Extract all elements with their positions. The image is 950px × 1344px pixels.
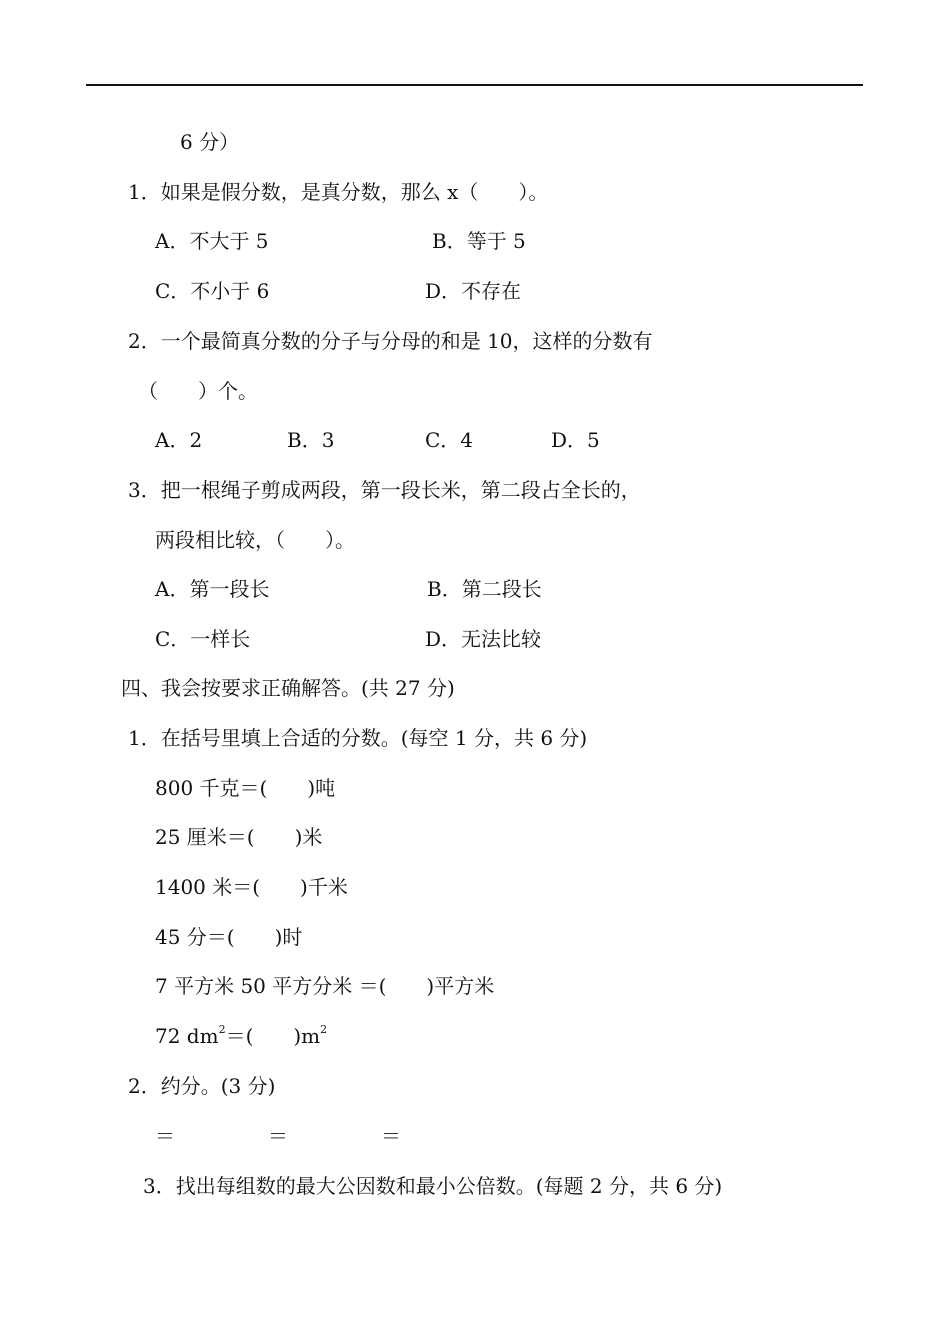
q3-option-b: B．第二段长: [427, 577, 542, 601]
section4-p3-stem: 3．找出每组数的最大公因数和最小公倍数。(每题 2 分，共 6 分): [143, 1174, 723, 1198]
area-prefix: 72 dm: [155, 1024, 219, 1048]
q2-option-c: C．4: [425, 428, 474, 452]
equals-sign: ＝: [268, 1124, 288, 1148]
q1-option-d: D．不存在: [425, 279, 522, 303]
conversion-item: 25 厘米＝( )米: [155, 825, 323, 849]
continuation-text: 6 分）: [180, 130, 240, 154]
conversion-item: 1400 米＝( )千米: [155, 875, 348, 899]
q1-option-b: B．等于 5: [432, 229, 526, 253]
superscript-2: 2: [218, 1023, 226, 1037]
q3-option-a: A．第一段长: [155, 577, 270, 601]
equals-sign: ＝: [155, 1124, 175, 1148]
section4-p2-stem: 2．约分。(3 分): [128, 1074, 276, 1098]
q3-stem-continued: 两段相比较，（ ）。: [155, 528, 355, 552]
q2-option-d: D．5: [551, 428, 600, 452]
equals-sign: ＝: [381, 1124, 401, 1148]
superscript-2: 2: [320, 1023, 328, 1037]
conversion-item: 800 千克＝( )吨: [155, 776, 336, 800]
conversion-item-area: [155, 1022, 327, 1050]
section4-title: 四、我会按要求正确解答。(共 27 分): [121, 676, 455, 700]
header-rule: [86, 84, 863, 86]
q2-stem-continued: （ ）个。: [138, 379, 258, 403]
q2-stem: 2．一个最简真分数的分子与分母的和是 10，这样的分数有: [128, 329, 653, 353]
q3-option-d: D．无法比较: [425, 627, 542, 651]
q1-option-a: A．不大于 5: [155, 229, 269, 253]
q2-option-b: B．3: [287, 428, 335, 452]
q1-stem: 1．如果是假分数，是真分数，那么 x（ ）。: [128, 180, 549, 204]
conversion-item: 7 平方米 50 平方分米 ＝( )平方米: [155, 974, 495, 998]
q3-stem: 3．把一根绳子剪成两段，第一段长米，第二段占全长的，: [128, 478, 641, 502]
q2-option-a: A．2: [155, 428, 203, 452]
q3-option-c: C．一样长: [155, 627, 251, 651]
q1-option-c: C．不小于 6: [155, 279, 270, 303]
conversion-item: 45 分＝( )时: [155, 925, 303, 949]
area-middle: ＝( )m: [225, 1024, 321, 1048]
section4-p1-stem: 1．在括号里填上合适的分数。(每空 1 分，共 6 分): [128, 726, 588, 750]
